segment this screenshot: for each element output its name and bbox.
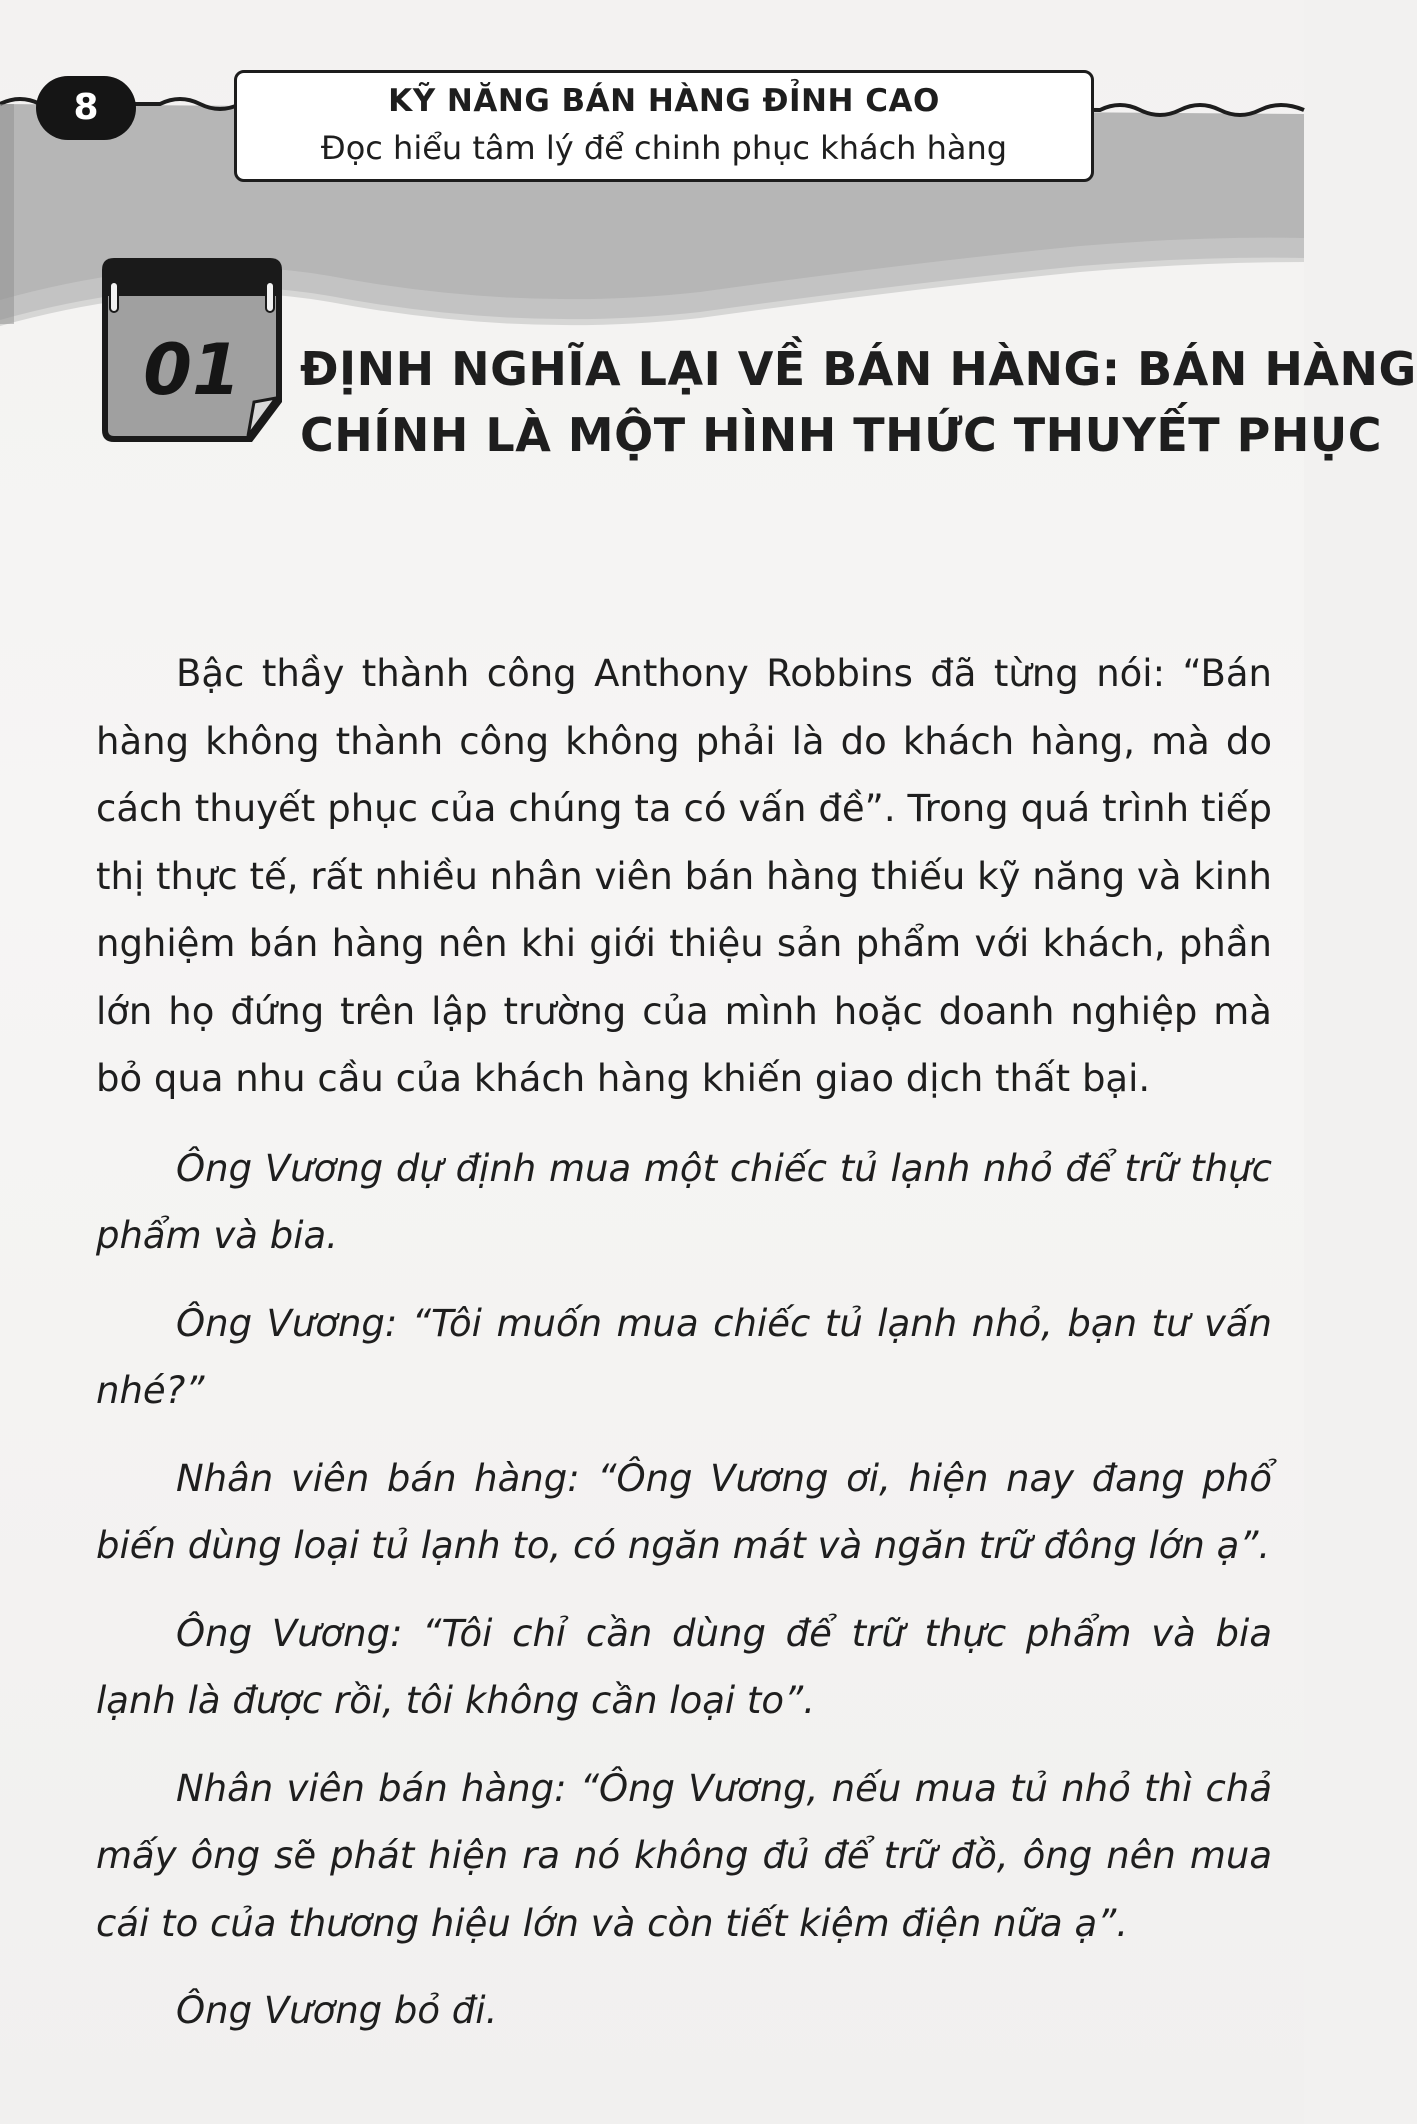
book-title: KỸ NĂNG BÁN HÀNG ĐỈNH CAO xyxy=(388,83,940,119)
running-header xyxy=(234,70,1094,182)
dialogue-line: Nhân viên bán hàng: “Ông Vương ơi, hiện nay đang phổ biến dùng loại tủ lạnh to, có ngăn mát và ngăn trữ đông lớn ạ”. xyxy=(96,1456,1272,1567)
chapter-body xyxy=(96,640,1272,2045)
story-paragraph: Ông Vương bỏ đi. xyxy=(176,1989,498,2032)
page-number: 8 xyxy=(36,76,136,140)
story-paragraph: Ông Vương dự định mua một chiếc tủ lạnh nhỏ để trữ thực phẩm và bia. xyxy=(96,1146,1272,1257)
chapter-number: 01 xyxy=(143,329,241,411)
dialogue-line: Ông Vương: “Tôi muốn mua chiếc tủ lạnh nhỏ, bạn tư vấn nhé?” xyxy=(96,1301,1272,1412)
book-subtitle: Đọc hiểu tâm lý để chinh phục khách hàng xyxy=(320,129,1008,167)
dialogue-line: Ông Vương: “Tôi chỉ cần dùng để trữ thực phẩm và bia lạnh là được rồi, tôi không cần loại to”. xyxy=(96,1611,1272,1722)
body-paragraph: Bậc thầy thành công Anthony Robbins đã từng nói: “Bán hàng không thành công không phải là do khách hàng, mà do cách thuyết phục của chúng ta có vấn đề”. Trong quá trình tiếp thị thực tế, rất nhiều nhân viên bán hàng thiếu kỹ năng và kinh nghiệm bán hàng nên khi giới thiệu sản phẩm với khách, phần lớn họ đứng trên lập trường của mình hoặc doanh nghiệp mà bỏ qua nhu cầu của khách hàng khiến giao dịch thất bại. xyxy=(96,652,1272,1100)
chapter-title-line-1: ĐỊNH NGHĨA LẠI VỀ BÁN HÀNG: BÁN HÀNG xyxy=(300,342,1417,396)
chapter-title xyxy=(300,336,1417,468)
chapter-title-line-2: CHÍNH LÀ MỘT HÌNH THỨC THUYẾT PHỤC xyxy=(300,408,1382,462)
dialogue-line: Nhân viên bán hàng: “Ông Vương, nếu mua tủ nhỏ thì chả mấy ông sẽ phát hiện ra nó không đủ để trữ đồ, ông nên mua cái to của thương hiệu lớn và còn tiết kiệm điện nữa ạ”. xyxy=(96,1766,1272,1945)
calendar-icon xyxy=(92,252,292,458)
